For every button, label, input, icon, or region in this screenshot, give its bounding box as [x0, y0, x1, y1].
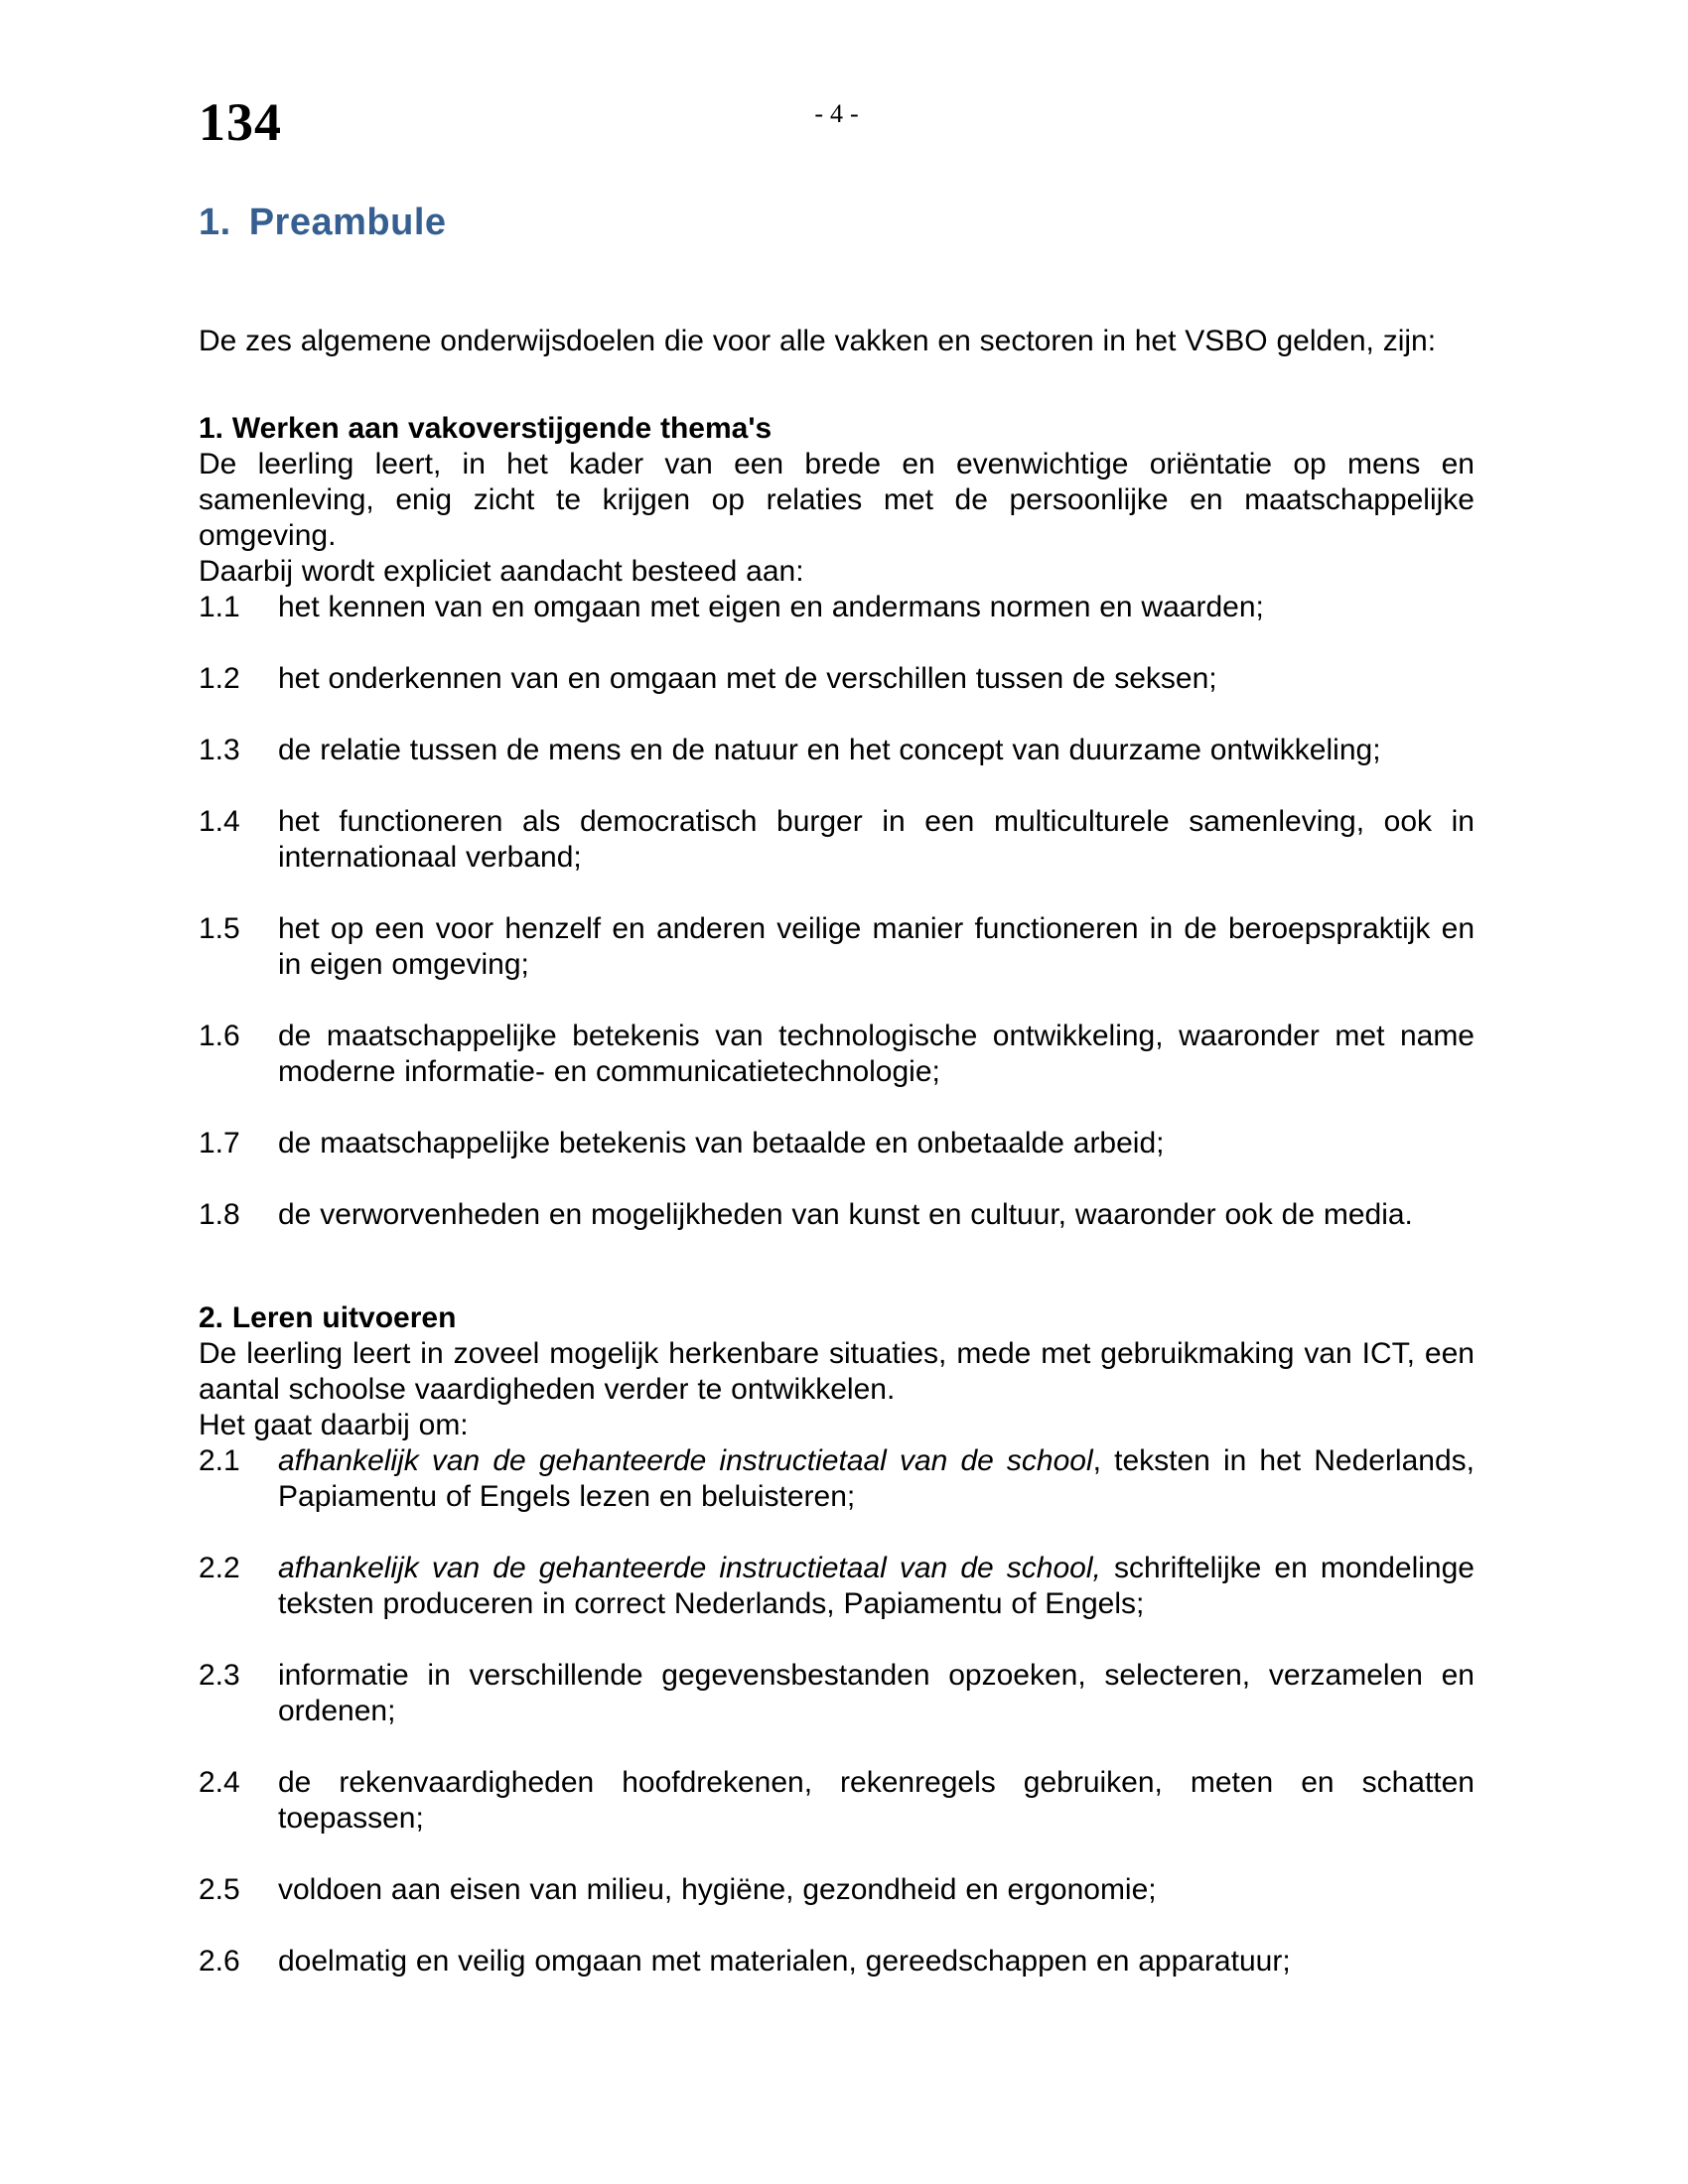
goal-item [199, 1197, 1475, 1233]
goal-item [199, 1551, 1475, 1622]
document-title-text: Preambule [248, 202, 447, 243]
item-text: de maatschappelijke betekenis van betaalde en onbetaalde arbeid; [278, 1127, 1165, 1160]
section-werken-aan-vakoverstijgende-themas [199, 411, 1475, 1233]
goal-item [199, 661, 1475, 697]
document-title [199, 201, 1475, 244]
section-title: 2. Leren uitvoeren [199, 1301, 457, 1334]
goal-item [199, 1126, 1475, 1161]
item-text-rest: schriftelijke en mondelinge teksten produceren in correct Nederlands, Papiamentu of Engels; [278, 1552, 1475, 1620]
item-number: 2.2 [199, 1552, 240, 1584]
item-number: 1.2 [199, 662, 240, 695]
item-text: het op een voor henzelf en anderen veilige manier functioneren in de beroepspraktijk en in eigen omgeving; [278, 912, 1475, 981]
item-text: de relatie tussen de mens en de natuur en het concept van duurzame ontwikkeling; [278, 734, 1381, 766]
item-text: het kennen van en omgaan met eigen en andermans normen en waarden; [278, 591, 1264, 623]
goal-list-1 [199, 590, 1475, 1233]
item-number: 2.5 [199, 1873, 240, 1906]
goal-item [199, 804, 1475, 876]
page-header [199, 92, 1475, 165]
goal-item [199, 1944, 1475, 1979]
item-number: 2.3 [199, 1659, 240, 1692]
item-number: 1.3 [199, 734, 240, 766]
page-stamp: 134 [199, 92, 282, 152]
item-number: 2.1 [199, 1444, 240, 1477]
item-text: doelmatig en veilig omgaan met materialen, gereedschappen en apparatuur; [278, 1945, 1291, 1978]
goal-item [199, 911, 1475, 983]
goal-item [199, 1658, 1475, 1729]
item-text [278, 1551, 1475, 1622]
item-number: 1.1 [199, 591, 240, 623]
item-text: voldoen aan eisen van milieu, hygiëne, gezondheid en ergonomie; [278, 1873, 1157, 1906]
section-paragraph: Het gaat daarbij om: [199, 1409, 469, 1441]
item-italic-lead: afhankelijk van de gehanteerde instructietaal van de school [278, 1444, 1093, 1477]
section-leren-uitvoeren [199, 1300, 1475, 1979]
section-paragraph: De leerling leert, in het kader van een brede en evenwichtige oriëntatie op mens en samenleving, enig zicht te krijgen op relaties met de persoonlijke en maatschappelijke omgeving. [199, 448, 1475, 552]
goal-item [199, 1765, 1475, 1837]
item-text: de verworvenheden en mogelijkheden van kunst en cultuur, waaronder ook de media. [278, 1198, 1413, 1231]
goal-item [199, 733, 1475, 768]
item-number: 1.5 [199, 912, 240, 945]
item-text: de maatschappelijke betekenis van technologische ontwikkeling, waaronder met name moderne informatie- en communicatietechnologie; [278, 1020, 1475, 1088]
goal-item [199, 590, 1475, 625]
item-italic-lead: afhankelijk van de gehanteerde instructietaal van de school, [278, 1552, 1101, 1584]
intro-paragraph: De zes algemene onderwijsdoelen die voor alle vakken en sectoren in het VSBO gelden, zijn: [199, 325, 1437, 357]
goal-item [199, 1019, 1475, 1090]
item-text: de rekenvaardigheden hoofdrekenen, rekenregels gebruiken, meten en schatten toepassen; [278, 1766, 1475, 1835]
item-number: 1.7 [199, 1127, 240, 1160]
section-paragraph: Daarbij wordt expliciet aandacht besteed aan: [199, 555, 804, 588]
section-paragraph: De leerling leert in zoveel mogelijk herkenbare situaties, mede met gebruikmaking van ICT, een aantal schoolse vaardigheden verder te ontwikkelen. [199, 1337, 1475, 1406]
item-number: 2.6 [199, 1945, 240, 1978]
section-title: 1. Werken aan vakoverstijgende thema's [199, 412, 773, 445]
item-number: 2.4 [199, 1766, 240, 1799]
goal-item [199, 1443, 1475, 1515]
document-title-number: 1. [199, 202, 231, 243]
page-number: - 4 - [814, 99, 859, 128]
item-text-rest: , teksten in het Nederlands, Papiamentu of Engels lezen en beluisteren; [278, 1444, 1475, 1513]
item-number: 1.6 [199, 1020, 240, 1052]
item-text: het onderkennen van en omgaan met de verschillen tussen de seksen; [278, 662, 1217, 695]
goal-list-2 [199, 1443, 1475, 1979]
item-text: het functioneren als democratisch burger in een multiculturele samenleving, ook in internationaal verband; [278, 805, 1475, 874]
item-number: 1.8 [199, 1198, 240, 1231]
item-text: informatie in verschillende gegevensbestanden opzoeken, selecteren, verzamelen en ordenen; [278, 1659, 1475, 1727]
item-text [278, 1443, 1475, 1515]
goal-item [199, 1872, 1475, 1908]
item-number: 1.4 [199, 805, 240, 838]
